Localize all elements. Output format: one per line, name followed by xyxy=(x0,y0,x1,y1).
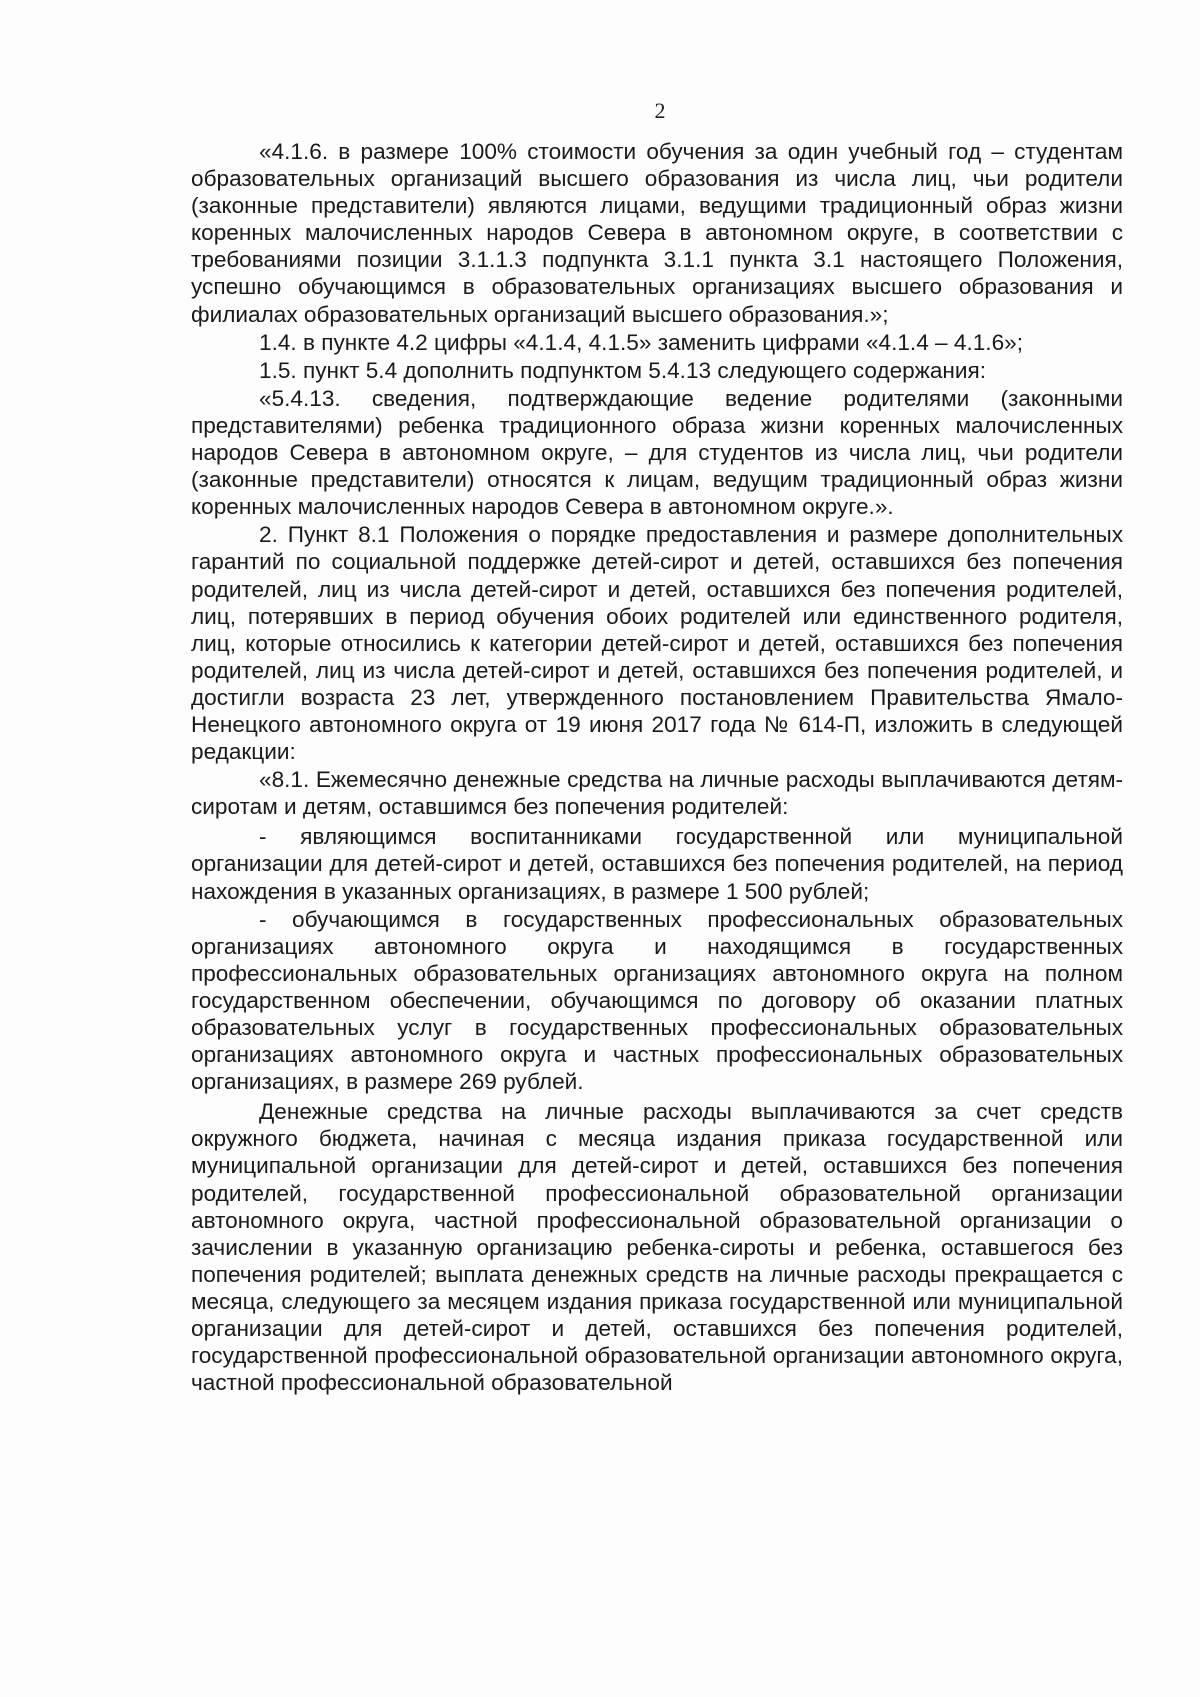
document-body xyxy=(191,138,1123,1396)
paragraph-5-4-13: «5.4.13. сведения, подтверждающие ведение родителями (законными представителями) ребенка традиционного образа жизни коренных малочисленных народов Севера в автономном округе, – для студентов из числа лиц, чьи родители (законные представители) относятся к лицам, ведущим традиционный образ жизни коренных малочисленных народов Севера в автономном округе.». xyxy=(191,385,1123,520)
paragraph-4-1-6: «4.1.6. в размере 100% стоимости обучения за один учебный год – студентам образовательных организаций высшего образования из числа лиц, чьи родители (законные представители) являются лицами, ведущими традиционный образ жизни коренных малочисленных народов Севера в автономном округе, в соответствии с требованиями позиции 3.1.1.3 подпункта 3.1.1 пункта 3.1 настоящего Положения, успешно обучающимся в образовательных организациях высшего образования и филиалах образовательных организаций высшего образования.»; xyxy=(191,139,1123,327)
page-number: 2 xyxy=(654,98,666,123)
paragraph-1-5: 1.5. пункт 5.4 дополнить подпунктом 5.4.13 следующего содержания: xyxy=(259,357,987,383)
paragraph-8-1: «8.1. Ежемесячно денежные средства на личные расходы выплачиваются детям-сиротам и детям, оставшимся без попечения родителей: xyxy=(191,767,1123,820)
paragraph-funds: Денежные средства на личные расходы выплачиваются за счет средств окружного бюджета, начиная с месяца издания приказа государственной или муниципальной организации для детей-сирот и детей, оставшихся без попечения родителей, государственной профессиональной образовательной организации автономного округа, частной профессиональной образовательной организации о зачислении в указанную организацию ребенка-сироты и ребенка, оставшегося без попечения родителей; выплата денежных средств на личные расходы прекращается с месяца, следующего за месяцем издания приказа государственной или муниципальной организации для детей-сирот и детей, оставшихся без попечения родителей, государственной профессиональной образовательной организации автономного округа, частной профессиональной образовательной xyxy=(191,1099,1123,1396)
list-item-pupils: - являющимся воспитанниками государственной или муниципальной организации для детей-сирот и детей, оставшихся без попечения родителей, на период нахождения в указанных организациях, в размере 1 500 рублей; xyxy=(191,824,1123,904)
paragraph-2: 2. Пункт 8.1 Положения о порядке предоставления и размере дополнительных гарантий по социальной поддержке детей-сирот и детей, оставшихся без попечения родителей, лиц из числа детей-сирот и детей, оставшихся без попечения родителей, лиц, потерявших в период обучения обоих родителей или единственного родителя, лиц, которые относились к категории детей-сирот и детей, оставшихся без попечения родителей, лиц из числа детей-сирот и детей, оставшихся без попечения родителей, и достигли возраста 23 лет, утвержденного постановлением Правительства Ямало-Ненецкого автономного округа от 19 июня 2017 года № 614-П, изложить в следующей редакции: xyxy=(191,522,1123,765)
paragraph-1-4: 1.4. в пункте 4.2 цифры «4.1.4, 4.1.5» заменить цифрами «4.1.4 – 4.1.6»; xyxy=(259,329,1023,355)
list-item-students: - обучающимся в государственных профессиональных образовательных организациях автономного округа и находящимся в государственных профессиональных образовательных организациях автономного округа на полном государственном обеспечении, обучающимся по договору об оказании платных образовательных услуг в государственных профессиональных образовательных организациях автономного округа и частных профессиональных образовательных организациях, в размере 269 рублей. xyxy=(191,906,1123,1095)
